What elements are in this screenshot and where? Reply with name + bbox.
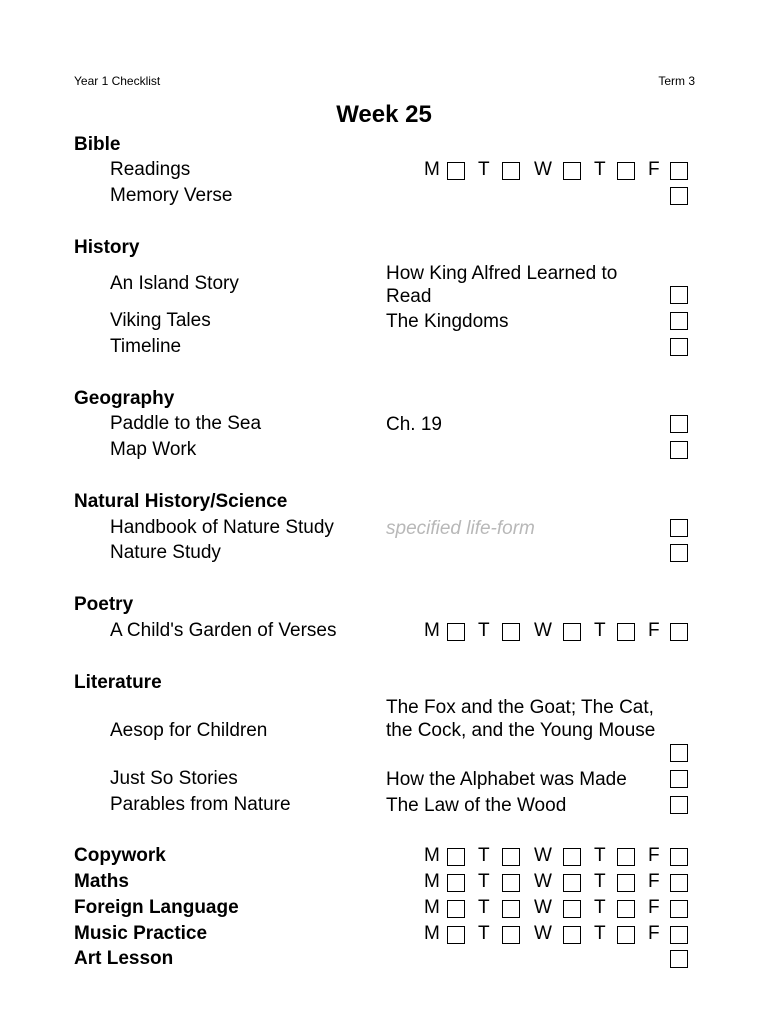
weekday-checkbox[interactable]: [447, 162, 465, 180]
weekday-label: M: [424, 871, 440, 892]
weekday-label: F: [648, 871, 660, 892]
weekday-label: W: [534, 845, 552, 866]
checkbox[interactable]: [670, 544, 688, 562]
weekday-label: T: [478, 620, 490, 641]
section-geography: Geography: [74, 388, 175, 409]
weekday-checkbox[interactable]: [670, 623, 688, 641]
weekday-checkbox[interactable]: [617, 848, 635, 866]
weekday-label: F: [648, 897, 660, 918]
item-timeline: Timeline: [110, 336, 182, 357]
weekday-label: F: [648, 620, 660, 641]
weekday-label: M: [424, 923, 440, 944]
item-aesop: Aesop for Children: [110, 720, 268, 741]
weekday-checkbox[interactable]: [670, 848, 688, 866]
header-left: Year 1 Checklist: [74, 74, 161, 88]
detail-parables: The Law of the Wood: [386, 795, 567, 816]
weekday-checkbox[interactable]: [502, 162, 520, 180]
detail-paddle: Ch. 19: [386, 414, 442, 435]
weekday-checkbox[interactable]: [563, 623, 581, 641]
section-art-lesson: Art Lesson: [74, 948, 174, 969]
weekday-label: T: [594, 620, 606, 641]
section-science: Natural History/Science: [74, 491, 288, 512]
weekday-label: T: [594, 845, 606, 866]
weekday-checkbox[interactable]: [502, 848, 520, 866]
weekday-label: T: [478, 923, 490, 944]
weekday-label: F: [648, 159, 660, 180]
weekday-row: [424, 871, 696, 893]
detail-island-story: How King Alfred Learned to Read: [386, 263, 618, 307]
item-parables: Parables from Nature: [110, 794, 291, 815]
checkbox[interactable]: [670, 415, 688, 433]
weekday-label: T: [478, 159, 490, 180]
weekday-label: M: [424, 620, 440, 641]
detail-handbook: specified life-form: [386, 518, 535, 539]
weekday-label: W: [534, 897, 552, 918]
weekday-label: M: [424, 897, 440, 918]
weekday-checkbox[interactable]: [563, 900, 581, 918]
weekday-checkbox[interactable]: [447, 926, 465, 944]
weekday-checkbox[interactable]: [670, 900, 688, 918]
section-literature: Literature: [74, 672, 162, 693]
weekday-checkbox[interactable]: [617, 874, 635, 892]
weekday-checkbox[interactable]: [447, 874, 465, 892]
section-bible: Bible: [74, 134, 121, 155]
weekday-row: [424, 845, 696, 867]
weekday-row: [424, 159, 696, 181]
weekday-checkbox[interactable]: [617, 623, 635, 641]
weekday-label: W: [534, 620, 552, 641]
weekday-checkbox[interactable]: [563, 162, 581, 180]
weekday-checkbox[interactable]: [563, 926, 581, 944]
item-viking-tales: Viking Tales: [110, 310, 211, 331]
item-handbook: Handbook of Nature Study: [110, 517, 334, 538]
weekday-label: T: [478, 845, 490, 866]
checkbox[interactable]: [670, 441, 688, 459]
section-history: History: [74, 237, 140, 258]
checkbox[interactable]: [670, 950, 688, 968]
checkbox[interactable]: [670, 286, 688, 304]
weekday-checkbox[interactable]: [617, 162, 635, 180]
weekday-checkbox[interactable]: [447, 623, 465, 641]
weekday-checkbox[interactable]: [447, 848, 465, 866]
checkbox[interactable]: [670, 338, 688, 356]
weekday-row: [424, 620, 696, 642]
weekday-label: T: [478, 897, 490, 918]
checkbox[interactable]: [670, 187, 688, 205]
weekday-label: T: [594, 871, 606, 892]
section-poetry: Poetry: [74, 594, 134, 615]
checkbox[interactable]: [670, 744, 688, 762]
weekday-checkbox[interactable]: [617, 926, 635, 944]
checkbox[interactable]: [670, 796, 688, 814]
section-music-practice: Music Practice: [74, 923, 208, 944]
item-just-so: Just So Stories: [110, 768, 238, 789]
weekday-label: W: [534, 159, 552, 180]
item-paddle: Paddle to the Sea: [110, 413, 262, 434]
weekday-label: M: [424, 159, 440, 180]
item-garden-verses: A Child's Garden of Verses: [110, 620, 337, 641]
section-maths: Maths: [74, 871, 129, 892]
section-copywork: Copywork: [74, 845, 166, 866]
weekday-checkbox[interactable]: [670, 926, 688, 944]
weekday-label: F: [648, 845, 660, 866]
detail-viking-tales: The Kingdoms: [386, 311, 509, 332]
item-nature-study: Nature Study: [110, 542, 221, 563]
weekday-label: T: [594, 923, 606, 944]
weekday-checkbox[interactable]: [670, 162, 688, 180]
weekday-checkbox[interactable]: [447, 900, 465, 918]
section-foreign-language: Foreign Language: [74, 897, 239, 918]
checkbox[interactable]: [670, 519, 688, 537]
weekday-label: T: [478, 871, 490, 892]
weekday-checkbox[interactable]: [502, 623, 520, 641]
weekday-row: [424, 897, 696, 919]
item-readings: Readings: [110, 159, 191, 180]
item-map-work: Map Work: [110, 439, 197, 460]
weekday-checkbox[interactable]: [563, 874, 581, 892]
weekday-label: F: [648, 923, 660, 944]
weekday-label: T: [594, 159, 606, 180]
detail-just-so: How the Alphabet was Made: [386, 769, 627, 790]
checkbox[interactable]: [670, 312, 688, 330]
checkbox[interactable]: [670, 770, 688, 788]
item-island-story: An Island Story: [110, 273, 239, 294]
weekday-label: M: [424, 845, 440, 866]
weekday-label: W: [534, 923, 552, 944]
detail-aesop: The Fox and the Goat; The Cat, the Cock, and the Young Mouse: [386, 697, 656, 741]
page-title: Week 25: [336, 101, 432, 128]
weekday-checkbox[interactable]: [502, 900, 520, 918]
header-right: Term 3: [658, 74, 695, 88]
weekday-row: [424, 923, 696, 945]
weekday-checkbox[interactable]: [563, 848, 581, 866]
weekday-checkbox[interactable]: [502, 926, 520, 944]
weekday-checkbox[interactable]: [502, 874, 520, 892]
weekday-label: W: [534, 871, 552, 892]
weekday-label: T: [594, 897, 606, 918]
weekday-checkbox[interactable]: [617, 900, 635, 918]
weekday-checkbox[interactable]: [670, 874, 688, 892]
item-memory-verse: Memory Verse: [110, 185, 233, 206]
